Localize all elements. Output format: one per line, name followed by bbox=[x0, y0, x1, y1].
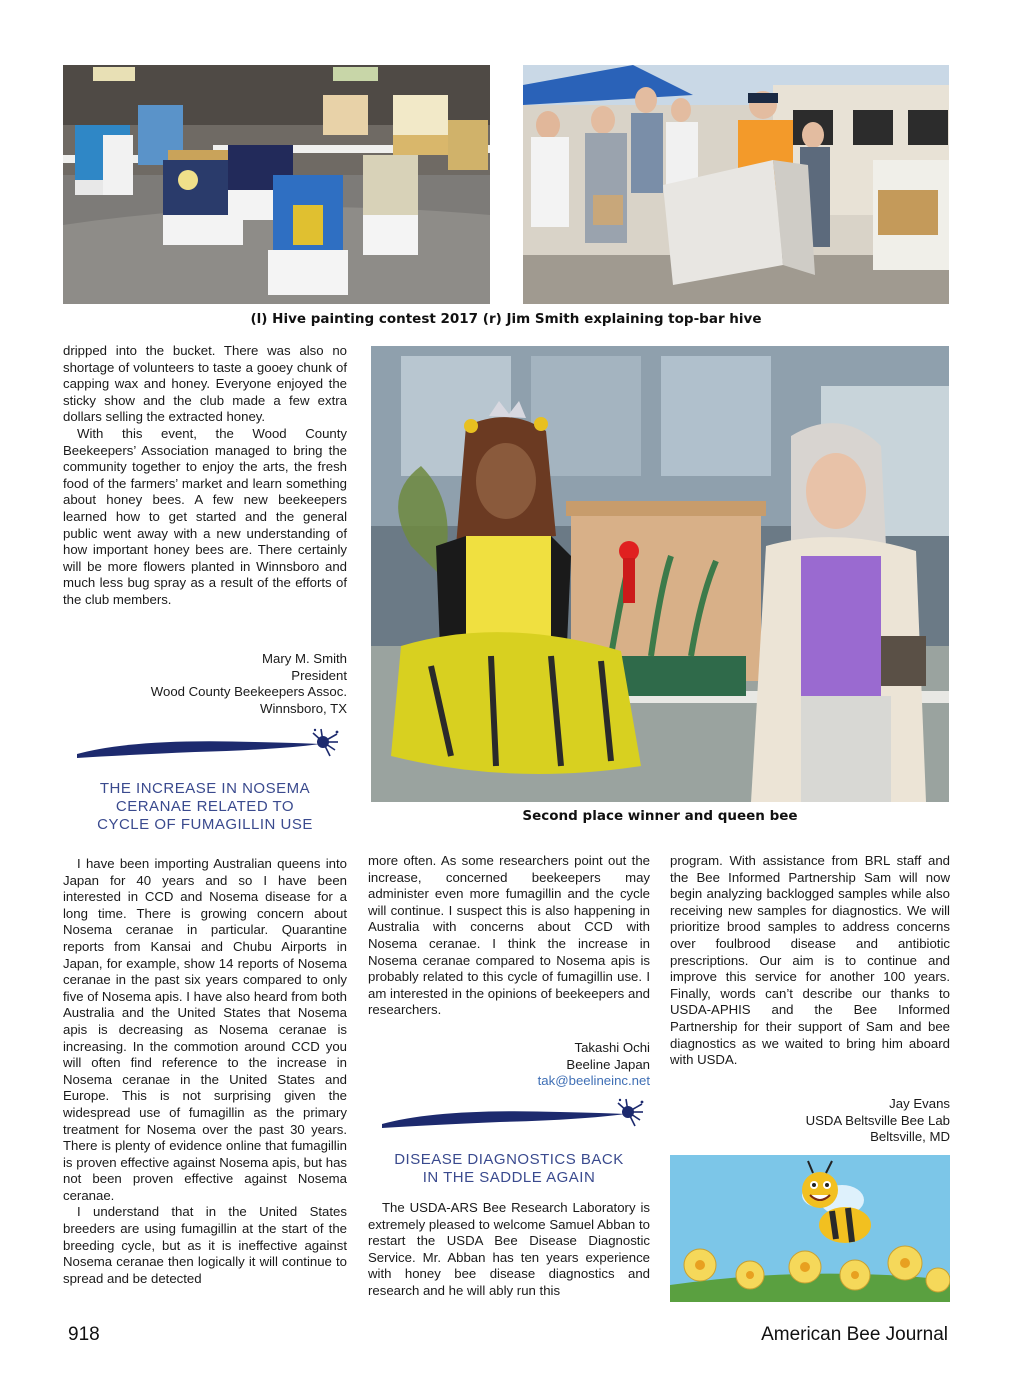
heading-line: CERANAE RELATED TO bbox=[115, 798, 295, 815]
signature-org: Beeline Japan bbox=[566, 1056, 650, 1072]
paragraph: program. With assistance from BRL staff and the Bee Informed Partnership Sam will now begin analyzing backlogged samples while also receiving new samples for diagnostics. We will prioritize brood samples to address concerns over foulbrood disease and antibiotic prescriptions. Our aim is to continue and improve this service for another 100 years. Finally, words can’t describe our thanks to USDA-APHIS and the Bee Informed Partnership for their support of Sam and bee diagnostics as we waited to bring him aboard with USDA. bbox=[670, 853, 950, 1068]
signature-title: President bbox=[291, 667, 347, 683]
signature-jay-evans bbox=[670, 1096, 950, 1146]
hive-contest-illustration bbox=[63, 65, 490, 304]
heading-line: DISEASE DIAGNOSTICS BACK bbox=[394, 1151, 624, 1168]
signature-mary-smith bbox=[63, 651, 347, 717]
heading-line: CYCLE OF FUMAGILLIN USE bbox=[97, 816, 313, 833]
signature-name: Jay Evans bbox=[889, 1096, 950, 1111]
disease-article-col3 bbox=[670, 853, 950, 1069]
signature-location: Beltsville, MD bbox=[870, 1129, 950, 1145]
heading-line: IN THE SADDLE AGAIN bbox=[422, 1169, 596, 1186]
column-1-continued-article bbox=[63, 343, 347, 609]
brush-stroke-splatter-icon bbox=[75, 728, 340, 764]
paragraph: dripped into the bucket. There was also no shortage of volunteers to taste a gooey chunk of capping wax and honey. Everyone enjoyed the sticky show and the club made a few extra dollars selling the extracted honey. bbox=[63, 343, 347, 425]
paragraph: With this event, the Wood County Beekeepers’ Association managed to bring the community together to enjoy the arts, the fresh food of the farmers’ market and learn something about honey bees. A few new beekeepers learned how to get started and the general public went away with a new understanding of how important honey bees are. There certainly will be more flowers planted in Winnsboro and much less bug spray as a result of the efforts of the club members. bbox=[63, 425, 347, 607]
paragraph: I have been importing Australian queens into Japan for 40 years and so I have been interested in CCD and Nosema disease for a long time. There is growing concern about Nosema ceranae in particular. Quarantine reports from Kansai and Chubu Airports in Japan, for example, show 14 reports of Nosema ceranae in the past six years compared to only five of Nosema apis. I have also heard from both Australia and the United States that Nosema apis is decreasing as Nosema ceranae is increasing. In the commotion around CCD you will often find reference to the increase in Nosema ceranae in the United States and Europe. This is not surprising given the widespread use of fumagillin as the primary treatment for Nosema over the past 30 years. There is plenty of evidence online that fumagillin is proven effective against Nosema apis, but has not been proven effective against Nosema ceranae. bbox=[63, 856, 347, 1203]
jim-smith-illustration bbox=[523, 65, 949, 304]
paragraph: more often. As some researchers point out the increase, concerned beekeepers may administer even more fumagillin and the cycle will continue. I suspect this is also happening in Australia with concerns about CCD with Nosema ceranae. I think the increase in Nosema ceranae compared to Nosema apis is probably related to this cycle of fumagillin use. I am interested in the opinions of beekeepers and researchers. bbox=[368, 853, 650, 1018]
cartoon-bee-illustration bbox=[670, 1155, 950, 1302]
page-number: 918 bbox=[68, 1324, 100, 1345]
signature-name: Mary M. Smith bbox=[262, 651, 347, 666]
queen-bee-photo bbox=[371, 346, 949, 802]
signature-org: Wood County Beekeepers Assoc. bbox=[150, 684, 347, 700]
jim-smith-photo bbox=[523, 65, 949, 304]
disease-article-col2 bbox=[368, 1200, 650, 1300]
signature-org: USDA Beltsville Bee Lab bbox=[805, 1112, 950, 1128]
paragraph: The USDA-ARS Bee Research Laboratory is extremely pleased to welcome Samuel Abban to restart the USDA Bee Disease Diagnostic Service. Mr. Abban has ten years experience with honey bee disease diagnostics and research and he will ably run this bbox=[368, 1200, 650, 1298]
signature-takashi-ochi bbox=[368, 1040, 650, 1090]
journal-name: American Bee Journal bbox=[761, 1324, 948, 1345]
heading-nosema bbox=[63, 780, 347, 834]
signature-location: Winnsboro, TX bbox=[260, 700, 347, 716]
heading-line: THE INCREASE IN NOSEMA bbox=[99, 780, 311, 797]
caption-top: (l) Hive painting contest 2017 (r) Jim Smith explaining top-bar hive bbox=[250, 311, 762, 327]
paragraph: I understand that in the United States breeders are using fumagillin at the start of the breeding cycle, but as it is ineffective against Nosema ceranae then logically it will continue to spread and be detected bbox=[63, 1204, 347, 1286]
hive-contest-photo bbox=[63, 65, 490, 304]
heading-disease bbox=[368, 1151, 650, 1187]
nosema-article-col2 bbox=[368, 853, 650, 1019]
caption-mid: Second place winner and queen bee bbox=[522, 808, 798, 824]
brush-stroke-splatter-icon bbox=[380, 1098, 645, 1134]
queen-bee-illustration bbox=[371, 346, 949, 802]
nosema-article-col1 bbox=[63, 856, 347, 1287]
signature-email-link[interactable]: tak@beelineinc.net bbox=[537, 1073, 650, 1089]
signature-name: Takashi Ochi bbox=[574, 1040, 650, 1055]
cartoon-bee-image bbox=[670, 1155, 950, 1302]
